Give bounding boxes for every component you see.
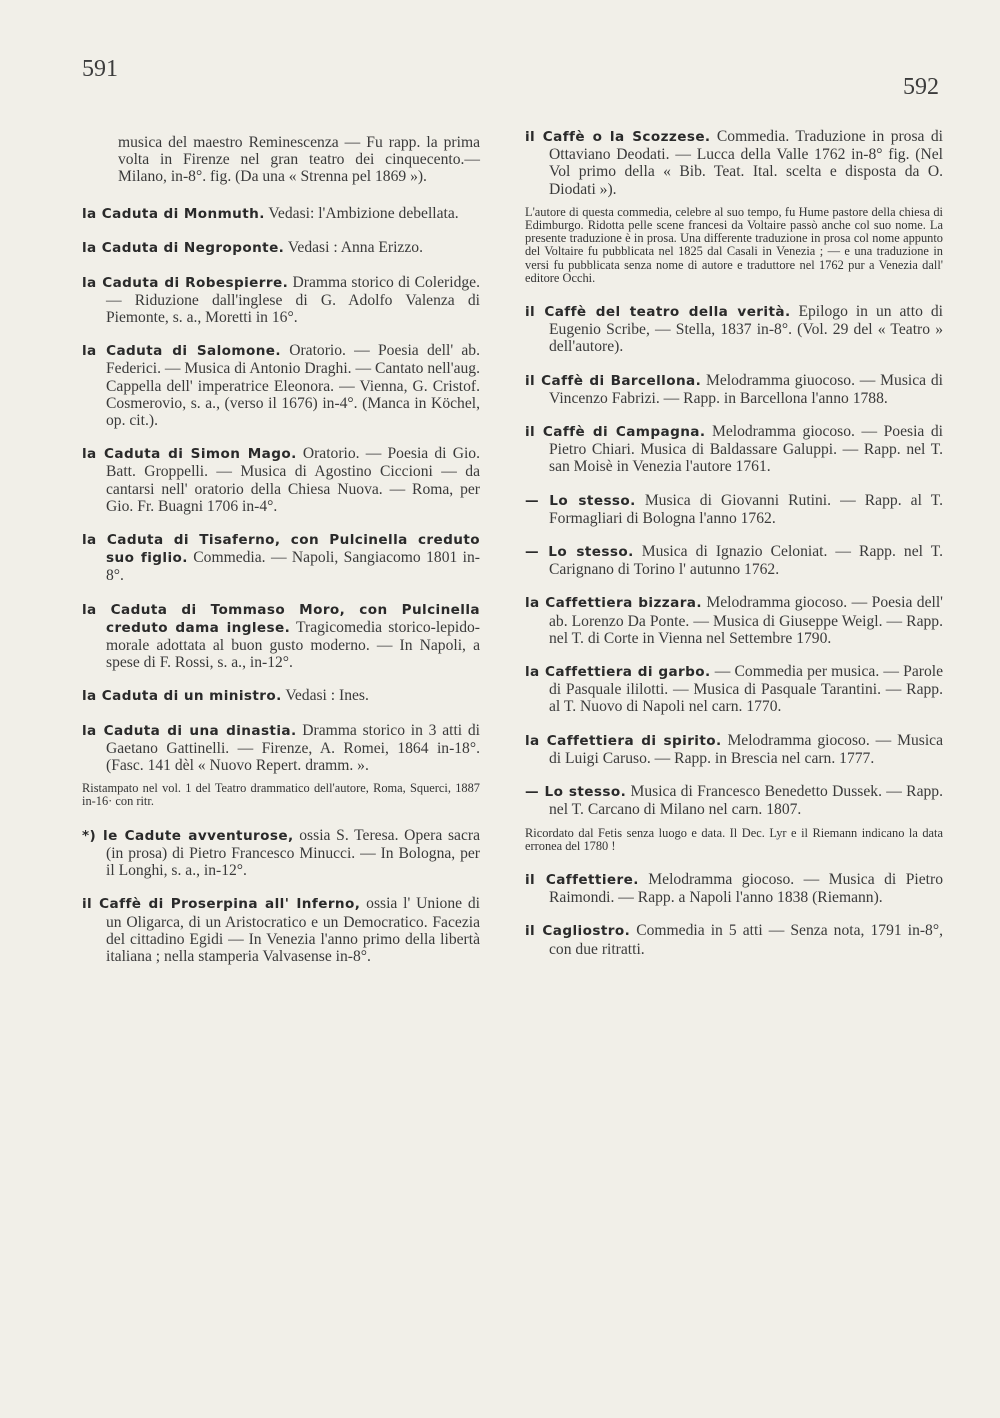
entry [82, 531, 480, 585]
entry-heading: *) le Cadute avventurose, [82, 827, 294, 844]
entry [525, 423, 943, 476]
entry-body: ossia l' Unione di un Oligarca, di un Aristocratico e un Democratico. Facezia del cittadino Egidi — In Venezia l'anno primo della libertà italiana ; nella stamperia Valvasense in-8°. [106, 895, 480, 965]
entry [525, 594, 943, 647]
entry-heading: — Lo stesso. [525, 784, 627, 801]
entry [525, 543, 943, 578]
entry-heading: la Caduta di Salomone. [82, 343, 281, 360]
entry-body: Dramma storico di Coleridge. — Riduzione dall'inglese di G. Adolfo Valenza di Piemonte, s. a., Moretti in 16°. [106, 273, 480, 327]
entry-heading: la Caduta di Monmuth. [82, 206, 265, 223]
entry [525, 663, 943, 716]
entry [525, 303, 943, 356]
entry-body: Commedia. — Napoli, Sangiacomo 1801 in-8°. [106, 549, 480, 585]
entry-body: Tragicomedia storico-lepido-morale adottata al buon gusto moderno. — In Napoli, a spese di F. Rossi, s. a., in-12°. [106, 618, 480, 672]
entry-heading: la Caduta di Tommaso Moro, con Pulcinella creduto dama inglese. [82, 601, 480, 636]
entry-heading: il Caffè o la Scozzese. [525, 129, 711, 145]
entry [82, 239, 480, 257]
page-number-right: 592 [903, 74, 939, 100]
left-column [82, 118, 480, 981]
entry [525, 732, 943, 767]
entry-body: Commedia in 5 atti — Senza nota, 1791 in-8°, con due ritratti. [549, 922, 943, 958]
entry [82, 274, 480, 327]
entry [525, 871, 943, 906]
entry-heading: — Lo stesso. [525, 544, 634, 561]
entry [525, 372, 943, 407]
entry-body: Vedasi : Ines. [281, 687, 369, 705]
entry [82, 601, 480, 672]
right-column [525, 128, 943, 974]
entry-body: — Commedia per musica. — Parole di Pasquale ililotti. — Musica di Pasquale Tarantini. — Rapp. al T. Nuovo di Napoli nel carn. 1770. [549, 663, 944, 716]
entry-body: Dramma storico in 3 atti di Gaetano Gattinelli. — Firenze, A. Romei, 1864 in-18°. (Fasc. 141 dèl « Nuovo Repert. dramm. ». [106, 721, 480, 775]
entry-heading: il Caffè di Barcellona. [525, 372, 702, 389]
entry [525, 922, 943, 957]
left-entries [82, 205, 480, 965]
entry-note: Ristampato nel vol. 1 del Teatro drammatico dell'autore, Roma, Squerci, 1887 in-16· con ritr. [82, 781, 480, 809]
entry-body: Musica di Giovanni Rutini. — Rapp. al T. Formagliari di Bologna l'anno 1762. [549, 491, 944, 527]
entry-note: L'autore di questa commedia, celebre al suo tempo, fu Hume pastore della chiesa di Edimburgo. Ridotta pelle scene francesi da Voltaire passò anche col suo nome. La presente traduzione è in prosa. Una differente traduzione in prosa col nome appunto del Voltaire fu pubblicata nel 1825 dal Casali in Venezia ; — e una traduzione in versi fu pubblicata senza nome di autore e traduttore nel 1762 pur a Venezia dall' editore Occhi. [525, 204, 943, 285]
entry [82, 827, 480, 880]
entry-body: Melodramma giocoso. — Musica di Pietro Raimondi. — Rapp. a Napoli l'anno 1838 (Riemann). [549, 870, 943, 907]
entry-heading: la Caduta di Simon Mago. [82, 446, 297, 463]
entry [82, 895, 480, 965]
entry-heading: il Caffettiere. [525, 871, 639, 888]
entry-body: Oratorio. — Poesia di Gio. Batt. Groppelli. — Musica di Agostino Ciccioni — da cantarsi nell' oratorio della Chiesa Nuova. — Roma, per Gio. Fr. Buagni 1706 in-4°. [106, 445, 480, 515]
entry-body: Vedasi : Anna Erizzo. [284, 239, 423, 257]
entry [525, 783, 943, 818]
entry-heading: la Caduta di una dinastia. [82, 722, 297, 739]
entry-body: Commedia. Traduzione in prosa di Ottaviano Deodati. — Lucca della Valle 1762 in-8° fig. (Nel Vol primo della « Bib. Teat. Ital. scelta e disposta da O. Diodati »). [549, 128, 943, 198]
entry [525, 492, 943, 527]
entry [82, 687, 480, 705]
continuation-text: musica del maestro Reminescenza — Fu rapp. la prima volta in Firenze nel gran teatro dei cinquecento.— Milano, in-8°. fig. (Da una « Strenna pel 1869 »). [118, 133, 480, 185]
entry-body: ossia S. Teresa. Opera sacra (in prosa) di Pietro Francesco Minucci. — In Bologna, per il Longhi, s. a., in-12°. [106, 826, 480, 880]
entry-heading: la Caduta di un ministro. [82, 688, 282, 705]
entry [82, 205, 480, 223]
entry-body: Melodramma giocoso. — Musica di Luigi Caruso. — Rapp. in Brescia nel carn. 1777. [549, 731, 943, 767]
entry-heading: il Caffè di Campagna. [525, 424, 706, 441]
entry-heading: la Caffettiera di spirito. [525, 732, 722, 749]
entry-body: Musica di Francesco Benedetto Dussek. — Rapp. nel T. Carcano di Milano nel carn. 1807. [549, 783, 943, 819]
entry [82, 445, 480, 515]
entry-heading: la Caffettiera bizzara. [525, 595, 702, 612]
entry-heading: il Caffè del teatro della verità. [525, 304, 791, 321]
entry-note: Ricordato dal Fetis senza luogo e data. Il Dec. Lyr e il Riemann indicano la data erronea del 1780 ! [525, 825, 943, 853]
entry-body: Epilogo in un atto di Eugenio Scribe, — Stella, 1837 in-8°. (Vol. 29 del « Teatro » dell'autore). [549, 303, 943, 356]
entry-heading: la Caffettiera di garbo. [525, 664, 711, 681]
entry-heading: il Caffè di Proserpina all' Inferno, [82, 896, 361, 913]
entry-body: Vedasi: l'Ambizione debellata. [264, 205, 459, 223]
entry-body: Melodramma giocoso. — Poesia dell' ab. Lorenzo Da Ponte. — Musica di Giuseppe Weigl. — Rapp. nel T. di Corte in Vienna nel Settembre 1790. [549, 594, 943, 647]
entry [525, 128, 943, 198]
entry-heading: la Caduta di Negroponte. [82, 240, 285, 257]
right-entries [525, 128, 943, 958]
entry-body: Oratorio. — Poesia dell' ab. Federici. — Musica di Antonio Draghi. — Cantato nell'aug. Cappella dell' imperatrice Eleonora. — Vienna, G. Cristof. Cosmerovio, s. a., (verso il 1676) in-4°. (Manca in Köchel, op. cit.). [106, 342, 480, 430]
entry-body: Melodramma giocoso. — Poesia di Pietro Chiari. Musica di Baldassare Galuppi. — Rapp. nel T. san Moisè in Venezia l'autore 1761. [549, 423, 944, 476]
entry-body: Musica di Ignazio Celoniat. — Rapp. nel T. Carignano di Torino l' autunno 1762. [549, 543, 943, 579]
entry-heading: il Cagliostro. [525, 923, 631, 940]
entry-heading: la Caduta di Tisaferno, con Pulcinella creduto suo figlio. [82, 532, 480, 567]
page-number-left: 591 [82, 56, 118, 82]
entry [82, 722, 480, 775]
entry-body: Melodramma giuocoso. — Musica di Vincenzo Fabrizi. — Rapp. in Barcellona l'anno 1788. [549, 371, 943, 407]
entry-heading: — Lo stesso. [525, 492, 636, 509]
entry-heading: la Caduta di Robespierre. [82, 274, 289, 291]
entry [82, 342, 480, 429]
